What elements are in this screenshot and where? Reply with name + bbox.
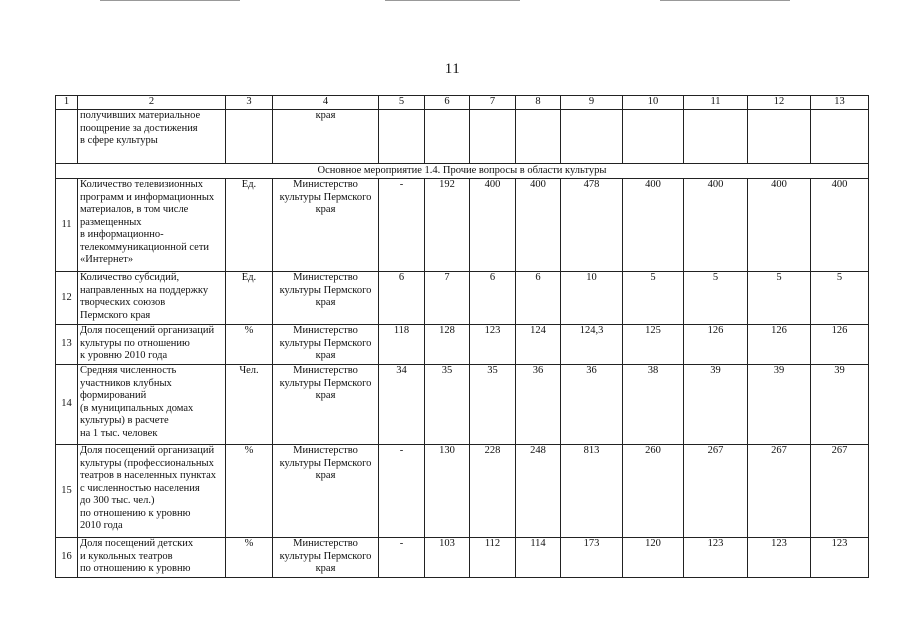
row-number: 15	[56, 445, 78, 538]
org-line: культуры Пермского	[279, 191, 372, 203]
value-cell-v7: 228	[470, 445, 516, 538]
value-cell-v13: 400	[811, 179, 869, 272]
name-line: до 300 тыс. чел.)	[80, 495, 155, 506]
section-row	[56, 164, 869, 179]
org-line: края	[315, 297, 336, 308]
org-line: Министерство	[293, 538, 358, 549]
org-line: Министерство	[293, 445, 358, 456]
org-cell	[273, 365, 379, 445]
value-cell-v10: 5	[623, 272, 684, 325]
value-cell-v5: 34	[379, 365, 425, 445]
row-number: 12	[56, 272, 78, 325]
value-cell-v10: 125	[623, 325, 684, 365]
table-row	[56, 445, 869, 538]
org-line: края	[315, 350, 336, 361]
value-cell	[470, 110, 516, 164]
value-cell-v11: 5	[684, 272, 748, 325]
org-cell	[273, 445, 379, 538]
org-line: Министерство	[293, 179, 358, 190]
value-cell-v7: 400	[470, 179, 516, 272]
table-row	[56, 325, 869, 365]
org-line: края	[315, 110, 336, 121]
value-cell-v11: 126	[684, 325, 748, 365]
value-cell-v11: 400	[684, 179, 748, 272]
org-line: культуры Пермского	[279, 337, 372, 349]
header-cell: 4	[273, 96, 379, 110]
indicator-name-cell	[78, 538, 226, 578]
name-line: в информационно-	[80, 229, 164, 240]
org-cell	[273, 538, 379, 578]
header-cell: 3	[226, 96, 273, 110]
name-line: к уровню 2010 года	[80, 350, 168, 361]
org-line: края	[315, 563, 336, 574]
value-cell	[425, 110, 470, 164]
section-title: Основное мероприятие 1.4. Прочие вопросы в области культуры	[56, 164, 869, 179]
unit-cell: %	[226, 445, 273, 538]
value-cell	[516, 110, 561, 164]
scan-edge-line-right	[660, 0, 790, 1]
name-line: 2010 года	[80, 520, 123, 531]
value-cell	[748, 110, 811, 164]
value-cell-v8: 400	[516, 179, 561, 272]
value-cell-v7: 35	[470, 365, 516, 445]
value-cell-v8: 114	[516, 538, 561, 578]
value-cell-v10: 38	[623, 365, 684, 445]
name-line: материалов, в том числе	[80, 204, 189, 215]
num-cell	[56, 110, 78, 164]
value-cell-v9: 124,3	[561, 325, 623, 365]
value-cell-v6: 103	[425, 538, 470, 578]
name-line: культуры) в расчете	[80, 415, 169, 426]
header-row	[56, 96, 869, 110]
name-line: Доля посещений детских	[80, 538, 194, 549]
value-cell-v9: 478	[561, 179, 623, 272]
name-line: Пермского края	[80, 309, 151, 321]
name-line: культуры по отношению	[80, 337, 190, 349]
unit-cell: %	[226, 538, 273, 578]
value-cell-v8: 6	[516, 272, 561, 325]
indicator-name-cell	[78, 365, 226, 445]
indicators-table	[55, 95, 869, 578]
value-cell-v5: -	[379, 445, 425, 538]
name-line: по отношению к уровню	[80, 563, 191, 574]
value-cell-v10: 400	[623, 179, 684, 272]
value-cell-v12: 123	[748, 538, 811, 578]
value-cell-v13: 267	[811, 445, 869, 538]
name-line: Количество телевизионных	[80, 179, 203, 190]
name-line: телекоммуникационной сети	[80, 241, 210, 253]
name-line: программ и информационных	[80, 191, 215, 203]
value-cell-v7: 123	[470, 325, 516, 365]
indicator-name-cell	[78, 110, 226, 164]
value-cell-v6: 7	[425, 272, 470, 325]
name-line: в сфере культуры	[80, 135, 158, 146]
value-cell-v7: 6	[470, 272, 516, 325]
table-row	[56, 179, 869, 272]
org-cell	[273, 272, 379, 325]
value-cell-v13: 123	[811, 538, 869, 578]
value-cell	[623, 110, 684, 164]
header-cell: 2	[78, 96, 226, 110]
value-cell	[811, 110, 869, 164]
value-cell-v12: 126	[748, 325, 811, 365]
table-row	[56, 365, 869, 445]
value-cell-v5: 118	[379, 325, 425, 365]
indicator-name-cell	[78, 179, 226, 272]
value-cell-v7: 112	[470, 538, 516, 578]
org-cell	[273, 110, 379, 164]
org-line: культуры Пермского	[279, 457, 372, 469]
name-line: творческих союзов	[80, 297, 166, 308]
name-line: Доля посещений организаций	[80, 325, 215, 336]
scan-edge-line-left	[100, 0, 240, 1]
value-cell-v8: 124	[516, 325, 561, 365]
value-cell-v10: 260	[623, 445, 684, 538]
name-line: размещенных	[80, 216, 142, 228]
name-line: «Интернет»	[80, 254, 134, 265]
name-line: Количество субсидий,	[80, 272, 180, 283]
name-line: поощрение за достижения	[80, 122, 198, 134]
name-line: на 1 тыс. человек	[80, 427, 158, 439]
unit-cell: Ед.	[226, 272, 273, 325]
continuation-row	[56, 110, 869, 164]
value-cell-v9: 173	[561, 538, 623, 578]
value-cell-v6: 35	[425, 365, 470, 445]
header-cell: 7	[470, 96, 516, 110]
name-line: с численностью населения	[80, 482, 200, 494]
header-cell: 12	[748, 96, 811, 110]
name-line: направленных на поддержку	[80, 284, 209, 296]
name-line: получивших материальное	[80, 110, 201, 121]
value-cell-v8: 248	[516, 445, 561, 538]
name-line: Средняя численность	[80, 365, 177, 376]
org-line: культуры Пермского	[279, 377, 372, 389]
org-line: Министерство	[293, 272, 358, 283]
value-cell-v13: 126	[811, 325, 869, 365]
unit-cell: Ед.	[226, 179, 273, 272]
row-number: 11	[56, 179, 78, 272]
name-line: (в муниципальных домах	[80, 402, 194, 414]
value-cell-v5: -	[379, 179, 425, 272]
name-line: участников клубных	[80, 377, 172, 389]
row-number: 16	[56, 538, 78, 578]
org-line: культуры Пермского	[279, 550, 372, 562]
org-line: Министерство	[293, 325, 358, 336]
row-number: 13	[56, 325, 78, 365]
value-cell-v13: 39	[811, 365, 869, 445]
unit-cell	[226, 110, 273, 164]
org-cell	[273, 325, 379, 365]
header-cell: 6	[425, 96, 470, 110]
header-cell: 11	[684, 96, 748, 110]
header-cell: 8	[516, 96, 561, 110]
value-cell-v12: 400	[748, 179, 811, 272]
value-cell	[684, 110, 748, 164]
unit-cell: Чел.	[226, 365, 273, 445]
value-cell-v6: 192	[425, 179, 470, 272]
page-number: 11	[444, 61, 461, 77]
value-cell-v9: 36	[561, 365, 623, 445]
table-row	[56, 272, 869, 325]
header-cell: 1	[56, 96, 78, 110]
org-line: Министерство	[293, 365, 358, 376]
value-cell-v6: 128	[425, 325, 470, 365]
org-line: края	[315, 390, 336, 401]
unit-cell: %	[226, 325, 273, 365]
org-line: края	[315, 204, 336, 215]
table-row	[56, 538, 869, 578]
org-cell	[273, 179, 379, 272]
header-cell: 9	[561, 96, 623, 110]
value-cell	[561, 110, 623, 164]
org-line: края	[315, 470, 336, 481]
name-line: культуры (профессиональных	[80, 457, 214, 469]
value-cell-v12: 267	[748, 445, 811, 538]
value-cell-v12: 5	[748, 272, 811, 325]
org-line: культуры Пермского	[279, 284, 372, 296]
value-cell-v12: 39	[748, 365, 811, 445]
value-cell-v5: 6	[379, 272, 425, 325]
value-cell-v11: 39	[684, 365, 748, 445]
value-cell-v11: 123	[684, 538, 748, 578]
header-cell: 5	[379, 96, 425, 110]
scan-edge-line-mid	[385, 0, 520, 1]
name-line: Доля посещений организаций	[80, 445, 215, 456]
value-cell-v10: 120	[623, 538, 684, 578]
value-cell-v6: 130	[425, 445, 470, 538]
name-line: театров в населенных пунктах	[80, 470, 217, 481]
value-cell-v13: 5	[811, 272, 869, 325]
name-line: формирований	[80, 390, 147, 401]
value-cell-v11: 267	[684, 445, 748, 538]
value-cell-v8: 36	[516, 365, 561, 445]
value-cell-v5: -	[379, 538, 425, 578]
header-cell: 10	[623, 96, 684, 110]
header-cell: 13	[811, 96, 869, 110]
name-line: по отношению к уровню	[80, 507, 191, 519]
row-number: 14	[56, 365, 78, 445]
indicator-name-cell	[78, 325, 226, 365]
value-cell-v9: 813	[561, 445, 623, 538]
indicator-name-cell	[78, 272, 226, 325]
indicator-name-cell	[78, 445, 226, 538]
value-cell	[379, 110, 425, 164]
value-cell-v9: 10	[561, 272, 623, 325]
name-line: и кукольных театров	[80, 550, 173, 562]
